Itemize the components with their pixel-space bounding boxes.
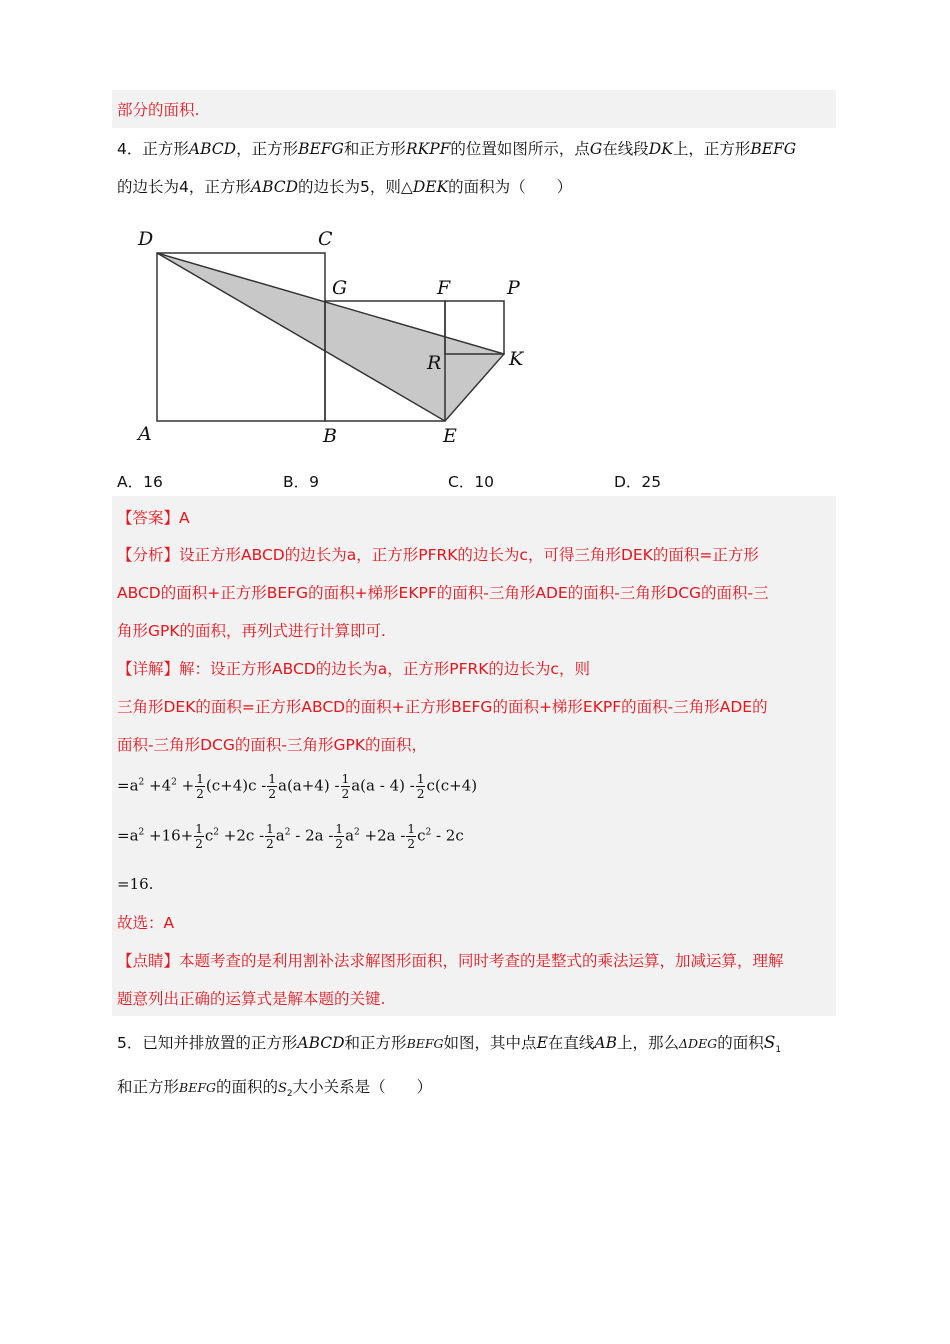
q4-text: 在线段 xyxy=(602,140,649,158)
fraction xyxy=(341,772,351,801)
top-fragment: 部分的面积. xyxy=(117,101,200,119)
label-p: P xyxy=(507,277,520,299)
label-e: E xyxy=(443,425,457,447)
detail-line-3: 面积-三角形DCG的面积-三角形GPK的面积， xyxy=(117,736,427,754)
q4-text: 正方形 xyxy=(142,140,189,158)
q4-rkpf: RKPF xyxy=(405,140,451,158)
q5-s1-sub: 1 xyxy=(775,1045,782,1056)
frac-num: 1 xyxy=(341,772,350,786)
q5-abcd: ABCD xyxy=(297,1034,345,1052)
analysis-line-2: ABCD的面积+正方形BEFG的面积+梯形EKPF的面积-三角形ADE的面积-三角形DCG的面积-三 xyxy=(117,584,769,602)
eq-term: a xyxy=(275,826,285,845)
analysis-line-1: 【分析】设正方形ABCD的边长为a，正方形PFRK的边长为c，可得三角形DEK的面积=正方形 xyxy=(117,546,759,564)
label-a: A xyxy=(138,423,152,445)
q5-text: 和正方形 xyxy=(344,1034,407,1052)
eq-term: a xyxy=(351,776,361,795)
q5-text: 如图，其中点 xyxy=(443,1034,537,1052)
eq-exp: 2 xyxy=(284,827,291,838)
eq-term: - xyxy=(329,776,340,795)
eq-term: a - 4 xyxy=(366,776,400,795)
label-k: K xyxy=(509,348,524,370)
q4-text: ，正方形 xyxy=(236,140,299,158)
q4-befg: BEFG xyxy=(750,140,797,158)
eq-term: - xyxy=(404,776,415,795)
eq-term: a xyxy=(277,776,287,795)
q5-ab: AB xyxy=(594,1034,617,1052)
q5-text: 的面积的 xyxy=(216,1078,279,1096)
frac-num: 1 xyxy=(195,822,203,836)
frac-den: 2 xyxy=(268,787,276,801)
equation-1: $=a^2 +4^2$ + $\frac{1}{2}$ (c+4)c - $\frac{1}{2}$ a(a+4) - $\frac{1}{2}$ a(a - 4) - $\frac{1}{2}$ c(c+4) xyxy=(117,772,478,801)
eq-term: + xyxy=(176,776,195,795)
comment-line-2: 题意列出正确的运算式是解本题的关键. xyxy=(117,990,386,1008)
eq-term: c+4 xyxy=(211,776,243,795)
fraction xyxy=(265,822,275,851)
eq-term: =a xyxy=(117,776,139,795)
q4-text: 上，正方形 xyxy=(672,140,751,158)
answer-shade xyxy=(112,496,836,1016)
frac-den: 2 xyxy=(416,787,425,801)
q4-befg: BEFG xyxy=(298,140,344,158)
q5-deg: ΔDEG xyxy=(679,1036,718,1051)
q4-line1 xyxy=(117,139,796,159)
shaded-triangle-dek xyxy=(157,253,504,421)
fraction xyxy=(194,822,204,851)
q4-text: 的边长为4，正方形 xyxy=(117,178,251,196)
answer-line: 【答案】A xyxy=(117,509,190,527)
label-d: D xyxy=(138,228,154,250)
equation-3: =16. xyxy=(117,875,154,893)
q4-dek: DEK xyxy=(412,178,449,196)
q5-text: 和正方形 xyxy=(117,1078,180,1096)
eq-term: c+4 xyxy=(440,776,472,795)
q4-text: 的位置如图所示，点 xyxy=(450,140,590,158)
frac-num: 1 xyxy=(335,822,344,836)
frac-den: 2 xyxy=(335,837,344,851)
q4-abcd: ABCD xyxy=(250,178,299,196)
frac-den: 2 xyxy=(266,837,274,851)
q5-s1: S xyxy=(763,1033,776,1053)
eq-term: c xyxy=(417,826,426,845)
eq-exp: 2 xyxy=(171,777,177,788)
q4-g: G xyxy=(589,140,603,158)
label-r: R xyxy=(427,352,442,374)
eq-term: - 2c xyxy=(431,826,464,845)
q5-s2: S xyxy=(278,1081,287,1096)
frac-den: 2 xyxy=(196,787,204,801)
q5-text: 5．已知并排放置的正方形 xyxy=(117,1034,298,1052)
choice-d: D．25 xyxy=(614,473,662,491)
q4-text: 和正方形 xyxy=(343,140,406,158)
label-b: B xyxy=(323,425,337,447)
label-g: G xyxy=(332,277,348,299)
eq-exp: 2 xyxy=(213,827,220,838)
fraction xyxy=(416,772,426,801)
choice-a: A．16 xyxy=(117,473,163,491)
eq-term: c - xyxy=(248,776,267,795)
frac-num: 1 xyxy=(266,822,274,836)
eq-exp: 2 xyxy=(354,827,360,838)
choose-line: 故选：A xyxy=(117,914,175,932)
detail-line-2: 三角形DEK的面积=正方形ABCD的面积+正方形BEFG的面积+梯形EKPF的面积-三角形ADE的 xyxy=(117,698,768,716)
frac-den: 2 xyxy=(195,837,203,851)
eq-term: =a xyxy=(117,826,139,845)
eq-term: +2a - xyxy=(359,826,406,845)
q5-befg: BEFG xyxy=(406,1036,444,1051)
eq-term: - 2a - xyxy=(290,826,334,845)
q5-text: 在直线 xyxy=(547,1034,595,1052)
q5-text: 上，那么 xyxy=(617,1034,680,1052)
q5-line1 xyxy=(117,1033,781,1060)
eq-term: c xyxy=(426,776,435,795)
q5-befg: BEFG xyxy=(179,1080,216,1095)
comment-line-1: 【点睛】本题考查的是利用割补法求解图形面积，同时考查的是整式的乘法运算，加减运算，理解 xyxy=(117,952,784,970)
choice-b: B．9 xyxy=(283,473,319,491)
geometry-figure xyxy=(130,222,530,452)
q5-e: E xyxy=(536,1034,548,1052)
q4-text: 的面积为（ ） xyxy=(448,178,573,196)
fraction xyxy=(406,822,416,851)
eq-term: +4 xyxy=(144,776,172,795)
choice-c: C．10 xyxy=(448,473,495,491)
frac-num: 1 xyxy=(416,772,425,786)
frac-num: 1 xyxy=(268,772,276,786)
q4-text: 的边长为5，则△ xyxy=(298,178,413,196)
q5-s2-sub: 2 xyxy=(286,1089,293,1100)
eq-term: +2c - xyxy=(219,826,265,845)
eq-exp: 2 xyxy=(138,777,145,788)
equation-2 xyxy=(117,822,464,851)
q5-line2 xyxy=(117,1077,432,1104)
fraction xyxy=(267,772,277,801)
eq-term: c xyxy=(204,826,214,845)
frac-den: 2 xyxy=(341,787,350,801)
fraction xyxy=(334,822,344,851)
detail-line-1: 【详解】解：设正方形ABCD的边长为a，正方形PFRK的边长为c，则 xyxy=(117,660,590,678)
q4-number: 4． xyxy=(117,140,143,158)
fraction xyxy=(195,772,205,801)
eq-exp: 2 xyxy=(425,827,432,838)
q4-abcd: ABCD xyxy=(188,140,237,158)
frac-den: 2 xyxy=(407,837,416,851)
q4-line2 xyxy=(117,177,572,197)
eq-term: a+4 xyxy=(292,776,324,795)
label-f: F xyxy=(437,277,451,299)
frac-num: 1 xyxy=(407,822,416,836)
q5-text: 的面积 xyxy=(717,1034,764,1052)
eq-term: a xyxy=(345,826,355,845)
frac-num: 1 xyxy=(196,772,204,786)
q5-text: 大小关系是（ ） xyxy=(292,1078,433,1096)
label-c: C xyxy=(318,228,333,250)
q4-dk: DK xyxy=(648,140,673,158)
answer-shade-top xyxy=(112,90,836,128)
eq-exp: 2 xyxy=(138,827,145,838)
analysis-line-3: 角形GPK的面积，再列式进行计算即可. xyxy=(117,622,386,640)
eq-term: +16+ xyxy=(144,826,194,845)
